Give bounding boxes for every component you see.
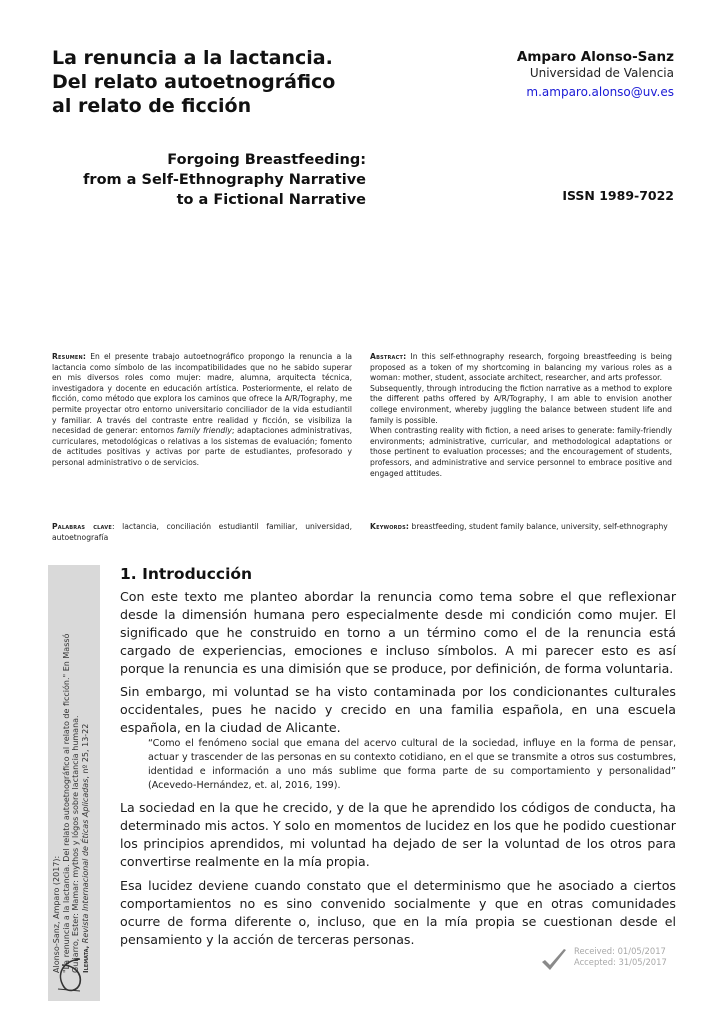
abstract-spanish-italic: family friendly (176, 426, 232, 436)
accepted-date: Accepted: 31/05/2017 (574, 957, 667, 967)
received-date: Received: 01/05/2017 (574, 946, 666, 956)
english-title-line-3: to a Fictional Narrative (176, 192, 366, 208)
abstract-spanish-label: Resumen: (52, 352, 87, 361)
abstract-spanish (52, 352, 352, 469)
author-email-link[interactable]: m.amparo.alonso@uv.es (526, 85, 674, 99)
journal-issue: , nº 25, 13-22 (80, 723, 90, 779)
abstract-english-paragraph-2: Subsequently, through introducing the fiction narrative as a method to explore the different paths offered by A/R/Tography, I am able to envision another college environment, whereby juggling the balance between student life and family is possible. (370, 383, 672, 425)
abstract-spanish-text-2: ; adaptaciones administrativas, curriculares, metodológicas o relativas a los sistemas de evaluación; fomento de actitudes positivas y activas por parte de estudiantes, profesorado y personal administrativo o de servicios. (52, 426, 352, 467)
author-name: Amparo Alonso-Sanz (516, 49, 674, 65)
spanish-title-line-3: al relato de ficción (52, 95, 252, 117)
keywords-english (370, 522, 672, 533)
keywords-spanish-label: Palabras clave (52, 522, 112, 531)
body-paragraph-1: Con este texto me planteo abordar la renuncia como tema sobre el que reflexionar desde la dimensión humana pero especialmente desde mi condición como mujer. El significado que he construido en torno a un término como el de la renuncia está cargado de experiencias, emociones e incluso símbolos. A mi parecer esto es así porque la renuncia es una dimisión que se produce, por definición, de forma voluntaria. (120, 589, 676, 676)
issn-number: ISSN 1989-7022 (562, 188, 674, 203)
citation-line-2: "La renuncia a la lactancia. Del relato autoetnográfico al relato de ficción." En Massó (61, 633, 71, 973)
keywords-english-text: breastfeeding, student family balance, university, self-ethnography (409, 522, 668, 531)
abstract-english-label: Abstract: (370, 352, 407, 361)
journal-title: Revista Internacional de Éticas Aplicadas (80, 778, 90, 946)
spanish-title-line-1: La renuncia a la lactancia. (52, 47, 333, 69)
abstract-english-text-1: In this self-ethnography research, forgoing breastfeeding is being proposed as a token of my shortcoming in balancing my various roles as a woman: mother, student, associate architect, researcher, and arts professor. (370, 352, 672, 383)
abstract-english-paragraph-3: When contrasting reality with fiction, a need arises to generate: family-friendly environments; administrative, curricular, and methodological adaptations or those pertinent to evaluation processes; and the encouragement of students, professors, and administrative and service personnel to embrace positive and engaged attitudes. (370, 426, 672, 478)
block-quote: “Como el fenómeno social que emana del acervo cultural de la sociedad, influye en la forma de pensar, actuar y trascender de las personas en su contexto cotidiano, en el que se transmite a otros sus costumbres, identidad e información a uno más sublime que forma parte de su comportamiento y personalidad” (Acevedo-Hernández, et. al, 2016, 199). (148, 738, 676, 791)
keywords-spanish-text: : lactancia, conciliación estudiantil familiar, universidad, autoetnografía (52, 522, 352, 542)
citation-sidebar (48, 565, 100, 1001)
citation-sidebar-text (48, 565, 100, 1001)
english-title-line-2: from a Self-Ethnography Narrative (83, 172, 366, 188)
body-paragraph-2: Sin embargo, mi voluntad se ha visto contaminada por los condicionantes culturales occidentales, pues he nacido y crecido en una familia española, en una escuela española, en la ciudad de Alicante. (120, 684, 676, 735)
abstract-english (370, 352, 672, 479)
author-block (517, 48, 674, 100)
review-dates (574, 946, 667, 968)
keywords-english-label: Keywords: (370, 522, 410, 531)
section-heading: 1. Introducción (120, 565, 253, 583)
citation-line-3: Guijarro, Ester: Mamar: mythos y lógos sobre lactancia humana. (71, 715, 81, 973)
abstract-english-paragraph-1 (370, 352, 672, 384)
abstract-spanish-text-1: En el presente trabajo autoetnográfico propongo la renuncia a la lactancia como símbolo de las incompatibilidades que no he sabido superar en mis diversos roles como mujer: madre, alumna, arquitecta técnica, investigadora y docente en educación artística. Posteriormente, el relato de ficción, como método que explora los caminos que ofrece la A/R/Tography, me permite proyectar otro entorno universitario conciliador de la vida estudiantil y familiar. A través del contraste entre realidad y ficción, se visibiliza la necesidad de generar: entornos (52, 352, 352, 436)
author-affiliation: Universidad de Valencia (529, 66, 674, 80)
keywords-spanish (52, 522, 352, 543)
english-title (83, 150, 366, 210)
body-paragraph-3: La sociedad en la que he crecido, y de la que he aprendido los códigos de conducta, ha determinado mis actos. Y solo en momentos de lucidez en los que he podido cuestionar los principios aprendidos, mi voluntad ha dejado de ser la voluntad de los otros para convertirse realmente en la mía propia. (120, 800, 676, 869)
ilemata-logo-icon (54, 955, 84, 995)
review-stamp (536, 944, 686, 984)
english-title-line-1: Forgoing Breastfeeding: (167, 152, 366, 168)
spanish-title (52, 46, 372, 118)
spanish-title-line-2: Del relato autoetnográfico (52, 71, 336, 93)
body-paragraph-4: Esa lucidez deviene cuando constato que el determinismo que he asociado a ciertos comportamientos no es sino convenido socialmente y que en otras comunidades ocurre de forma diferente o, incluso, que en la mía propia se cuestionan desde el pensamiento y la acción de terceras personas. (120, 878, 676, 947)
checkmark-icon (540, 948, 568, 974)
citation-line-4 (81, 575, 92, 973)
citation-line-1: Alonso-Sanz, Amparo (2017): (52, 855, 61, 973)
journal-name: Ilemata, (81, 945, 90, 973)
